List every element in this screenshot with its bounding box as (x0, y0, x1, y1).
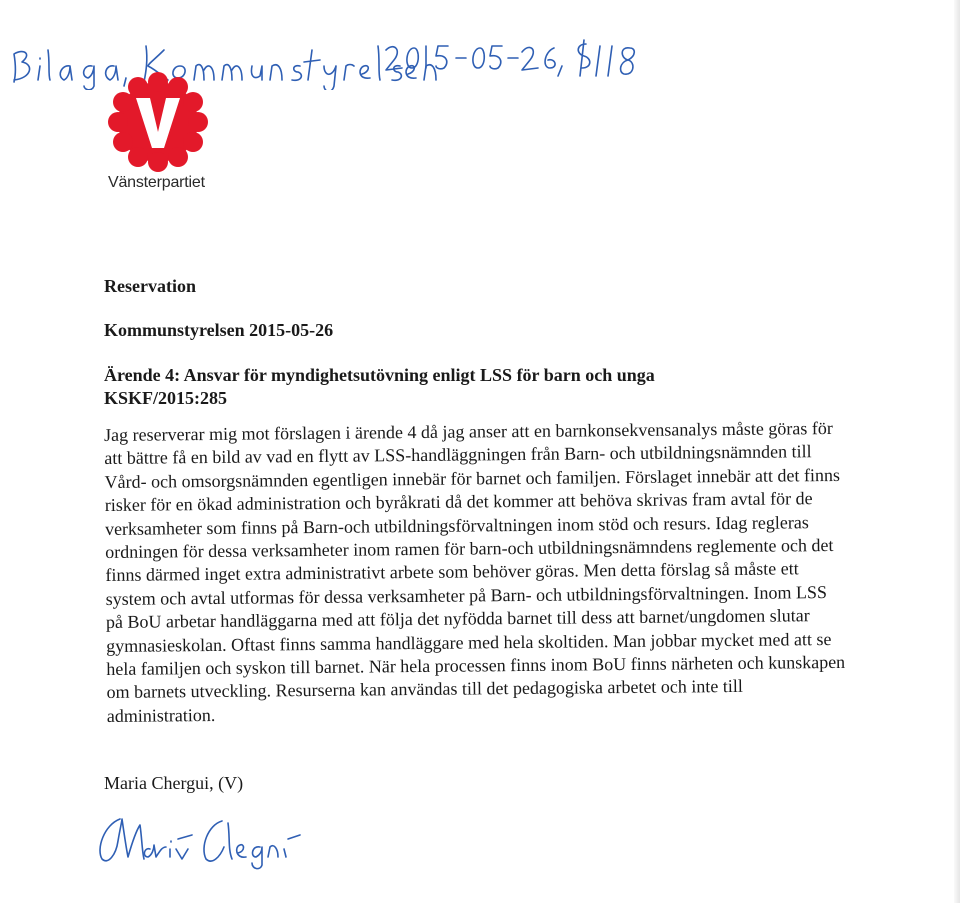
matter-heading: Ärende 4: Ansvar för myndighetsutövning enligt LSS för barn och unga (104, 365, 655, 385)
case-number: KSKF/2015:285 (104, 388, 228, 408)
signer-name: Maria Chergui, (V) (104, 773, 244, 793)
meeting-heading: Kommunstyrelsen 2015-05-26 (104, 320, 334, 340)
party-name: Vänsterpartiet (108, 174, 205, 191)
vansterpartiet-logo-icon (106, 70, 210, 174)
document-type-heading: Reservation (104, 276, 196, 296)
handwritten-signature (92, 805, 312, 870)
body-paragraph: Jag reserverar mig mot förslagen i ärende 4 då jag anser att en barnkonsekvensanalys måste göras för att bättre få en bild av vad en flytt av LSS-handläggningen från Barn- och utbildningsnämnden till Vård- och omsorgsnämnden egentligen innebär för barnet och familjen. Förslaget innebär att det finns risker för en ökad administration och byråkrati då det kommer att behöva skrivas fram avtal för de verksamheter som finns på Barn-och utbildningsförvaltningen inom stöd och resurs. Idag regleras ordningen för dessa verksamheter inom ramen för barn-och utbildningsnämndens reglemente och det finns därmed inget extra administrativt arbete som behöver göras. Men detta förslag så måste ett system och avtal utformas för dessa verksamheter på Barn- och utbildningsförvaltningen. Inom LSS på BoU arbetar handläggarna med att följa det nyfödda barnet till dess att barnet/ungdomen slutar gymnasieskolan. Oftast finns samma handläggare med hela skoltiden. Man jobbar mycket med att se hela familjen och syskon till barnet. När hela processen finns inom BoU finns närheten och kunskapen om barnets utveckling. Resurserna kan användas till det pedagogiska arbetet och inte till administration. (104, 418, 846, 726)
scan-edge (954, 0, 960, 903)
handwritten-annotation (8, 20, 648, 90)
reservation-body (104, 417, 847, 728)
